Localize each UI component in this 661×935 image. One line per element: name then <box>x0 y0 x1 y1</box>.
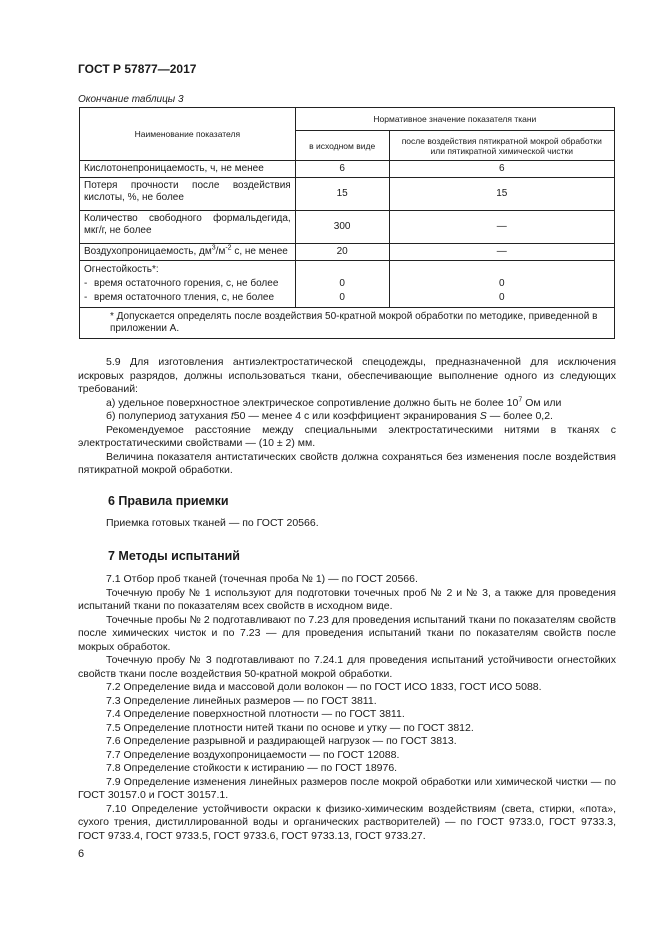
section7-paragraph: 7.3 Определение линейных размеров — по ГОСТ 3811. <box>106 694 377 707</box>
section7-paragraph: 7.4 Определение поверхностной плотности — по ГОСТ 3811. <box>106 708 405 720</box>
section7-paragraph: 7.2 Определение вида и массовой доли волокон — по ГОСТ ИСО 1833, ГОСТ ИСО 5088. <box>106 681 542 693</box>
section7-paragraph: 7.8 Определение стойкости к истиранию — по ГОСТ 18976. <box>106 762 398 774</box>
section7-paragraph: Точечную пробу № 3 подготавливают по 7.24.1 для проведения испытаний устойчивости огнестойких свойств ткани после воздействия 50-кратной мокрой обработки. <box>78 654 616 680</box>
section6-text: Приемка готовых тканей — по ГОСТ 20566. <box>106 517 319 529</box>
row-initial: 300 <box>295 211 389 244</box>
section7-paragraph: 7.1 Отбор проб тканей (точечная проба № 1) — по ГОСТ 20566. <box>106 573 418 585</box>
requirements-table <box>79 107 615 339</box>
section-7-title: 7 Методы испытаний <box>108 549 240 563</box>
fire-item-smoldering: - время остаточного тления, с, не более <box>84 292 275 303</box>
fire-resistance-title: Огнестойкость*: <box>84 264 159 275</box>
row-after: 15 <box>389 178 614 211</box>
row-name: Кислотонепроницаемость, ч, не менее <box>80 161 296 178</box>
document-header: ГОСТ Р 57877—2017 <box>78 62 197 76</box>
section7-paragraph: 7.5 Определение плотности нитей ткани по основе и утку — по ГОСТ 3812. <box>106 721 474 734</box>
row-name-suffix: с, не менее <box>231 246 288 257</box>
row-name-mid: /м <box>215 246 226 257</box>
table-row <box>80 178 615 211</box>
fire-resistance-row <box>80 261 615 308</box>
row-name-sup2: -2 <box>225 244 232 252</box>
col-after-header: после воздействия пятикратной мокрой обработки или пятикратной химической чистки <box>389 131 614 161</box>
section7-paragraph: 7.6 Определение разрывной и раздирающей нагрузок — по ГОСТ 3813. <box>106 735 457 747</box>
row-initial: 15 <box>295 178 389 211</box>
fire-after-values <box>389 261 614 308</box>
section7-paragraph: 7.9 Определение изменения линейных размеров после мокрой обработки или химической чистки — по ГОСТ 30157.0 и ГОСТ 30157.1. <box>78 775 616 801</box>
row-name-prefix: Воздухопроницаемость, дм <box>84 246 212 257</box>
fire-initial-smoldering: 0 <box>339 292 345 303</box>
col-norm-header: Нормативное значение показателя ткани <box>295 108 614 131</box>
section59-recommendation: Рекомендуемое расстояние между специальными электростатическими нитями в тканях с электростатическими свойствами — (10 ± 2) мм. <box>78 423 616 449</box>
row-name: Потеря прочности после воздействия кислоты, %, не более <box>80 178 296 211</box>
section7-paragraph: 7.7 Определение воздухопроницаемости — по ГОСТ 12088. <box>106 748 400 761</box>
section59-value: Величина показателя антистатических свойств должна сохраняться без изменения после воздействия пятикратной мокрой обработки. <box>78 450 616 476</box>
row-after: 6 <box>389 161 614 178</box>
fire-initial-burning: 0 <box>339 278 345 289</box>
table-row <box>80 211 615 244</box>
row-name-sup1: 3 <box>211 244 216 252</box>
row-initial: 20 <box>295 244 389 261</box>
table-footnote: * Допускается определять после воздействия 50-кратной мокрой обработки по методике, приведенной в приложении А. <box>80 308 615 339</box>
table-row <box>80 244 615 261</box>
fire-initial-values <box>295 261 389 308</box>
table-caption: Окончание таблицы 3 <box>78 94 184 105</box>
section-7-body <box>78 573 616 843</box>
table-row <box>80 161 615 178</box>
section59-intro: 5.9 Для изготовления антиэлектростатической спецодежды, предназначенной для исключения искровых разрядов, должны использоваться ткани, обеспечивающие выполнение одного из следующих требований: <box>78 356 616 395</box>
row-name <box>80 244 296 261</box>
row-after: — <box>389 244 614 261</box>
fire-item-burning: - время остаточного горения, с, не более <box>84 278 279 289</box>
section-6-body <box>78 517 616 531</box>
page-number: 6 <box>78 848 85 860</box>
col-name-header: Наименование показателя <box>80 108 296 161</box>
fire-after-burning: 0 <box>498 278 505 289</box>
section-6-title: 6 Правила приемки <box>108 494 229 508</box>
table-header-row <box>80 108 615 131</box>
section59-item-b: б) полупериод затухания t50 — менее 4 с или коэффициент экранирования S — более 0,2. <box>106 410 553 422</box>
col-initial-header: в исходном виде <box>295 131 389 161</box>
table-footnote-row <box>80 308 615 339</box>
section-5-9 <box>78 356 616 478</box>
section7-paragraph: Точечные пробы № 2 подготавливают по 7.23 для проведения испытаний ткани по показателям свойств после химических чисток и по 7.23 — для проведения испытаний ткани по показателям свойств после мокрых обработок. <box>78 613 616 653</box>
fire-after-smoldering: 0 <box>498 292 505 303</box>
section7-paragraph: Точечную пробу № 1 используют для подготовки точечных проб № 2 и № 3, а также для проведения испытаний ткани по показателям всех свойств в исходном виде. <box>78 586 616 612</box>
section59-item-a: а) удельное поверхностное электрическое сопротивление должно быть не более $10^7$ Ом или <box>106 396 562 409</box>
row-after: — <box>389 211 614 244</box>
row-name: Количество свободного формальдегида, мкг/г, не более <box>80 211 296 244</box>
section7-paragraph: 7.10 Определение устойчивости окраски к физико-химическим воздействиям (света, стирки, «пота», сухого трения, дистиллированной воды и органических растворителей) — по ГОСТ 9733.0, ГОСТ 9733.3, ГОСТ 9733.4, ГОСТ 9733.5, ГОСТ 9733.6, ГОСТ 9733.13, ГОСТ 9733.27. <box>78 802 616 842</box>
row-initial: 6 <box>295 161 389 178</box>
fire-resistance-names <box>80 261 296 308</box>
